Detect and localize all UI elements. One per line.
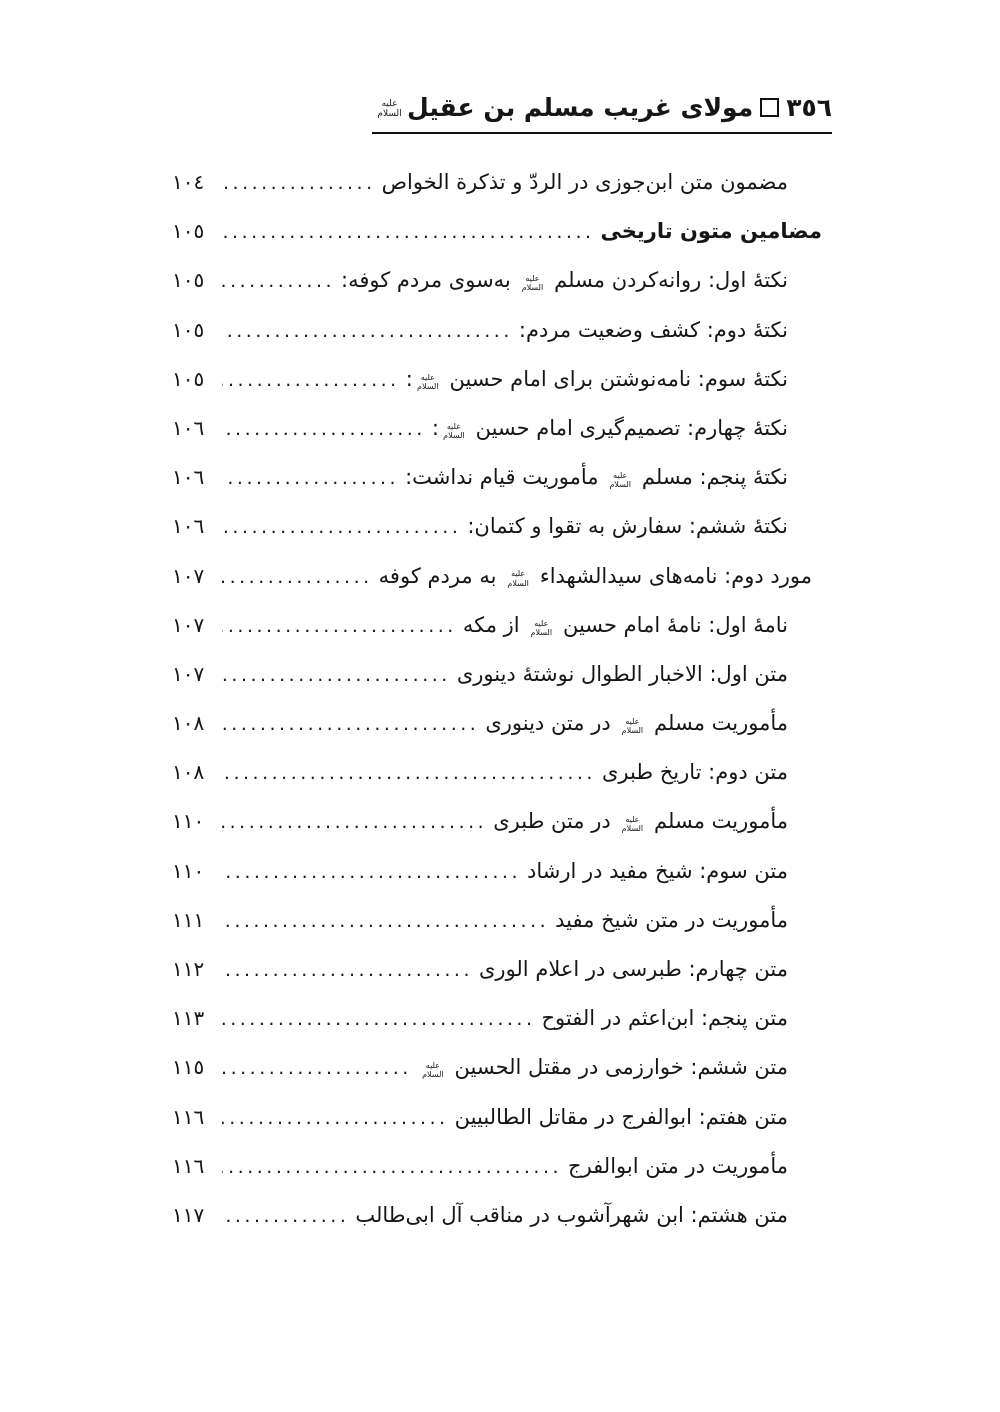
page-number: ٣٥٦ (786, 93, 832, 122)
honorific-mark: علیه السلام (521, 274, 544, 293)
toc-entry-title: مضامین متون تاریخی (600, 219, 822, 244)
toc-entry-page: ١٠٥ (172, 317, 205, 342)
square-bullet-icon (760, 98, 779, 117)
dot-leader (222, 700, 479, 749)
toc-entry-title: نکتۀ اول: روانه‌کردن مسلم علیه السلام به‌سوی مردم کوفه: (341, 268, 788, 293)
dot-leader (222, 651, 451, 700)
toc-entry-title: متن ششم: خوارزمی در مقتل الحسین علیه السلام (418, 1043, 788, 1092)
dot-leader (222, 1192, 349, 1241)
toc-entry-title: مأموریت مسلم علیه السلام در متن دینوری (485, 711, 788, 736)
dot-leader (222, 798, 487, 847)
dot-leader (222, 307, 513, 356)
toc-entry (168, 207, 822, 256)
toc-entry-page: ١١٦ (172, 1104, 205, 1129)
dot-leader (222, 405, 426, 454)
toc-entry (168, 748, 822, 797)
dot-leader (222, 503, 461, 552)
toc-entry-page: ١١٥ (172, 1055, 205, 1080)
toc-entry-title: متن هفتم: ابوالفرج در مقاتل الطالبیین (454, 1104, 788, 1129)
dot-leader (222, 946, 473, 995)
toc-entry-title: متن سوم: شیخ مفید در ارشاد (526, 858, 788, 883)
dot-leader (222, 897, 549, 946)
toc-entry-title: متن چهارم: طبرسی در اعلام الوری (478, 957, 788, 981)
toc-entry-page: ١١٠ (172, 858, 205, 883)
toc-entry-title: متن دوم: تاریخ طبری (601, 760, 788, 785)
toc-entry-title: نکتۀ ششم: سفارش به تقوا و کتمان: (467, 514, 788, 539)
toc-entry-title: متن پنجم: ابن‌اعثم در الفتوح (541, 1006, 788, 1031)
toc-entry (168, 1093, 822, 1142)
honorific-mark: علیه السلام (377, 98, 402, 119)
dot-leader (222, 602, 457, 651)
toc-entry-title: نکتۀ پنجم: مسلم علیه السلام مأموریت قیام نداشت: (405, 465, 788, 490)
toc-entry-page: ١٠٧ (172, 563, 205, 588)
honorific-mark: علیه السلام (609, 470, 631, 490)
toc-entry-page: ١٠٥ (172, 268, 205, 293)
running-title: مولای غریب مسلم بن عقیل (407, 93, 754, 122)
toc-entry-title: مأموریت مسلم علیه السلام در متن طبری (493, 809, 788, 834)
toc-entry-title: مأموریت در متن شیخ مفید (555, 907, 788, 932)
toc-entry-title: نامۀ اول: نامۀ امام حسین علیه السلام از مکه (462, 612, 788, 637)
toc-entry-title: متن هشتم: ابن شهرآشوب در مناقب آل ابی‌طالب (355, 1202, 788, 1227)
dot-leader (222, 1044, 412, 1093)
toc-entry-title: مورد دوم: نامه‌های سیدالشهداء علیه السلام به مردم کوفه (378, 563, 812, 588)
honorific-mark: علیه السلام (417, 372, 439, 391)
toc-entry-page: ١٠٥ (172, 366, 205, 391)
toc-entry-page: ١١١ (172, 907, 205, 932)
toc-entry-page: ١٠٦ (172, 465, 205, 490)
toc-entry (168, 306, 822, 355)
toc-entry-title: مضمون متن ابن‌جوزی در الردّ و تذکرة الخواص (381, 170, 788, 194)
toc-entry-page: ١١٠ (172, 809, 205, 834)
toc-entry (168, 601, 822, 650)
honorific-mark: علیه السلام (507, 569, 529, 588)
toc-entry-page: ١١٣ (172, 1006, 205, 1031)
toc-entry (168, 699, 822, 748)
toc-entry-title: نکتۀ چهارم: تصمیم‌گیری امام حسین علیه السلام: (431, 415, 788, 440)
toc-entry-page: ١١٧ (172, 1202, 205, 1227)
toc-entry (168, 945, 822, 994)
toc-entry (168, 994, 822, 1043)
dot-leader (222, 208, 595, 257)
toc-entry (168, 650, 822, 699)
toc-entry (168, 158, 822, 207)
toc-entry (168, 896, 822, 945)
toc-entry-title: متن اول: الاخبار الطوال نوشتۀ دینوری (456, 661, 788, 686)
toc-entry-page: ١٠٥ (172, 219, 205, 244)
dot-leader (222, 454, 399, 503)
toc-entry (168, 552, 822, 601)
dot-leader (222, 257, 335, 306)
toc-list (168, 158, 822, 1240)
honorific-mark: علیه السلام (443, 421, 465, 440)
honorific-mark: علیه السلام (621, 815, 644, 834)
toc-entry (168, 453, 822, 502)
dot-leader (222, 848, 521, 897)
honorific-mark: علیه السلام (621, 716, 644, 736)
dot-leader (222, 356, 400, 405)
toc-entry (168, 1043, 822, 1092)
dot-leader (222, 1094, 449, 1143)
toc-entry-page: ١٠٦ (172, 415, 205, 440)
toc-entry-page: ١١٢ (172, 957, 205, 981)
toc-entry-page: ١٠٨ (172, 711, 205, 736)
toc-entry-title: نکتۀ سوم: نامه‌نوشتن برای امام حسین علیه السلام: (405, 366, 788, 391)
toc-entry-page: ١٠٦ (172, 514, 205, 539)
dot-leader (222, 1143, 562, 1192)
dot-leader (222, 553, 373, 602)
toc-entry-title: مأموریت در متن ابوالفرج (568, 1153, 788, 1178)
toc-entry-page: ١٠٧ (172, 612, 205, 637)
toc-entry-page: ١٠٨ (172, 760, 205, 785)
dot-leader (222, 159, 376, 208)
toc-entry (168, 256, 822, 305)
dot-leader (222, 995, 536, 1044)
toc-entry-title: نکتۀ دوم: کشف وضعیت مردم: (518, 317, 788, 342)
toc-entry-page: ١٠٧ (172, 661, 205, 686)
dot-leader (222, 749, 596, 798)
toc-entry-page: ١٠٤ (172, 170, 205, 194)
honorific-mark: علیه السلام (530, 618, 553, 637)
honorific-mark: علیه السلام (422, 1061, 444, 1080)
toc-entry (168, 1191, 822, 1240)
page-header (372, 93, 832, 134)
toc-entry (168, 797, 822, 846)
toc-entry-page: ١١٦ (172, 1153, 205, 1178)
toc-entry (168, 1142, 822, 1191)
toc-entry (168, 404, 822, 453)
toc-entry (168, 355, 822, 404)
toc-entry (168, 502, 822, 551)
toc-entry (168, 847, 822, 896)
